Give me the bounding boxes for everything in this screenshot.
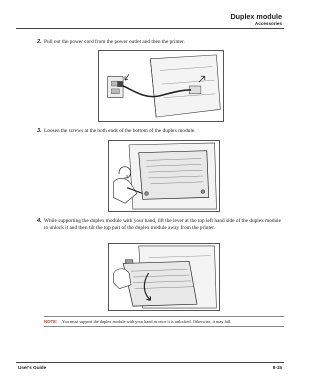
note-label: NOTE: <box>44 319 58 324</box>
step-4 <box>37 218 282 231</box>
note-top-rule <box>44 316 284 317</box>
step-text: While supporting the duplex module with your hand, lift the lever at the top left hand side of the duplex module to unlock it and then tilt the top part of the duplex module away from the printer. <box>44 218 281 231</box>
step-text: Loosen the screws at the both ends of the bottom of the duplex module. <box>44 128 196 134</box>
step-number: 3. <box>37 128 42 134</box>
footer-guide-name: User's Guide <box>18 365 47 370</box>
illustration-loosen-screws <box>108 140 220 212</box>
step-2 <box>37 39 282 46</box>
screws-drawing <box>109 141 219 211</box>
note-text: You must support the duplex module with your hand as once it is unlocked. Otherwise, it may fall. <box>62 319 232 324</box>
illustration-tilt-module <box>108 243 220 311</box>
step-3 <box>37 128 282 135</box>
page-number: 8-15 <box>272 365 282 370</box>
step-number: 4. <box>37 218 42 224</box>
step-text: Pull out the power cord from the power outlet and then the printer. <box>44 39 185 45</box>
section-title: Duplex module <box>230 12 282 21</box>
tilt-module-drawing <box>109 244 219 310</box>
footer-divider <box>16 362 284 363</box>
illustration-power-cord <box>98 50 224 122</box>
step-number: 2. <box>37 39 42 45</box>
header-divider <box>16 28 284 29</box>
note-bottom-rule <box>44 326 284 327</box>
power-cord-drawing <box>99 51 223 121</box>
section-subtitle: Accessories <box>254 21 282 26</box>
